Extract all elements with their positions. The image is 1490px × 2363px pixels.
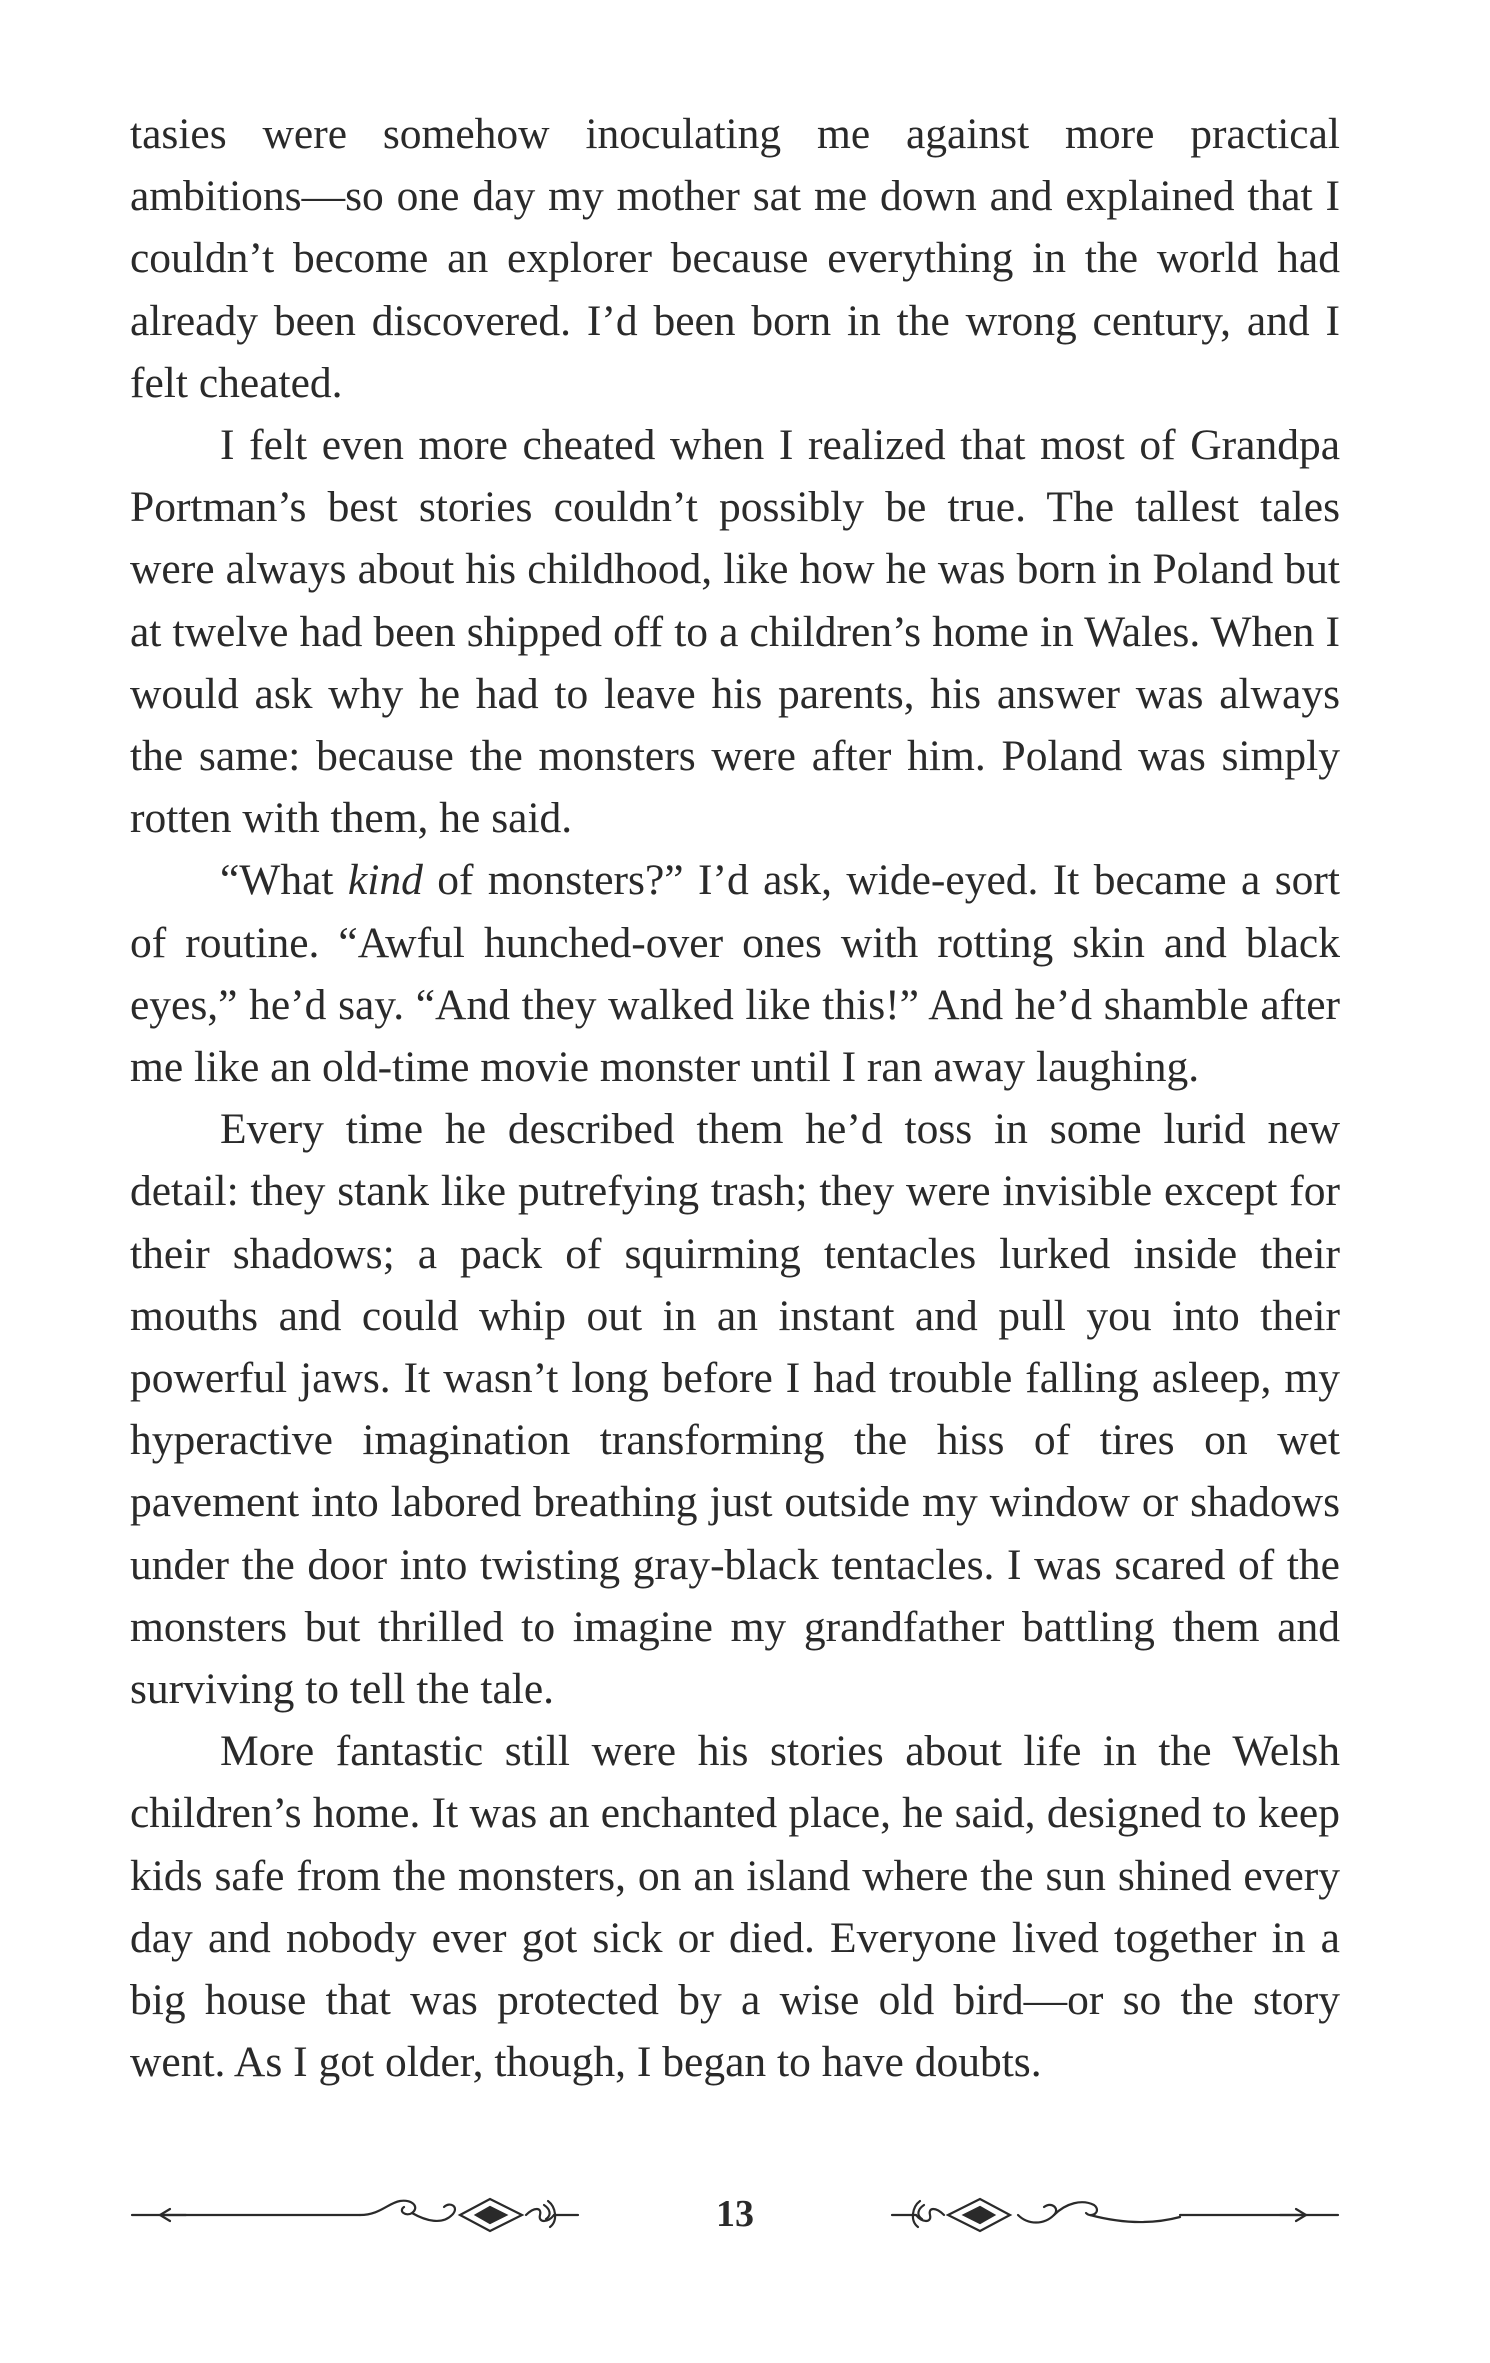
paragraph-text: Every time he described them he’d toss in some lurid new detail: they stank like putrefying trash; they were invisible except for their shadows; a pack of squirming tentacles lurked inside their mouths and could whip out in an instant and pull you into their powerful jaws. It wasn’t long before I had trouble falling asleep, my hyperactive imagination transforming the hiss of tires on wet pavement into labored breathing just outside my window or shadows under the door into twisting gray-black tentacles. I was scared of the monsters but thrilled to imagine my grandfather battling them and surviving to tell the tale.	[130, 1105, 1340, 1714]
paragraph-text: “What	[220, 856, 348, 905]
paragraph-text: tasies were somehow inoculating me against more practical ambitions—so one day my mother sat me down and explained that I couldn’t become an explorer because everything in the world had already been discovered. I’d been born in the wrong century, and I felt cheated.	[130, 110, 1340, 407]
paragraph	[130, 414, 1340, 849]
emphasis-text: kind	[347, 856, 423, 905]
page-number: 13	[716, 2193, 754, 2235]
paragraph-text: I felt even more cheated when I realized that most of Grandpa Portman’s best stories couldn’t possibly be true. The tallest tales were always about his childhood, like how he was born in Poland but at twelve had been shipped off to a children’s home in Wales. When I would ask why he had to leave his parents, his answer was always the same: because the monsters were after him. Poland was simply rotten with them, he said.	[130, 421, 1340, 843]
decorative-scroll-left-icon	[132, 2199, 578, 2231]
paragraph-text: More fantastic still were his stories about life in the Welsh children’s home. It was an enchanted place, he said, designed to keep kids safe from the monsters, on an island where the sun shined every day and nobody ever got sick or died. Everyone lived together in a big house that was protected by a wise old bird—or so the story went. As I got older, though, I began to have doubts.	[130, 1727, 1340, 2087]
paragraph	[130, 103, 1340, 414]
body-text	[130, 103, 1340, 2094]
decorative-scroll-right-icon	[892, 2199, 1338, 2231]
paragraph	[130, 1720, 1340, 2093]
paragraph	[130, 849, 1340, 1098]
paragraph	[130, 1098, 1340, 1720]
page-footer	[130, 2185, 1340, 2245]
paragraph-text: of monsters?” I’d ask, wide-eyed. It became a sort of routine. “Awful hunched-over ones with rotting skin and black eyes,” he’d say. “And they walked like this!” And he’d shamble after me like an old-time movie monster until I ran away laughing.	[130, 856, 1340, 1092]
